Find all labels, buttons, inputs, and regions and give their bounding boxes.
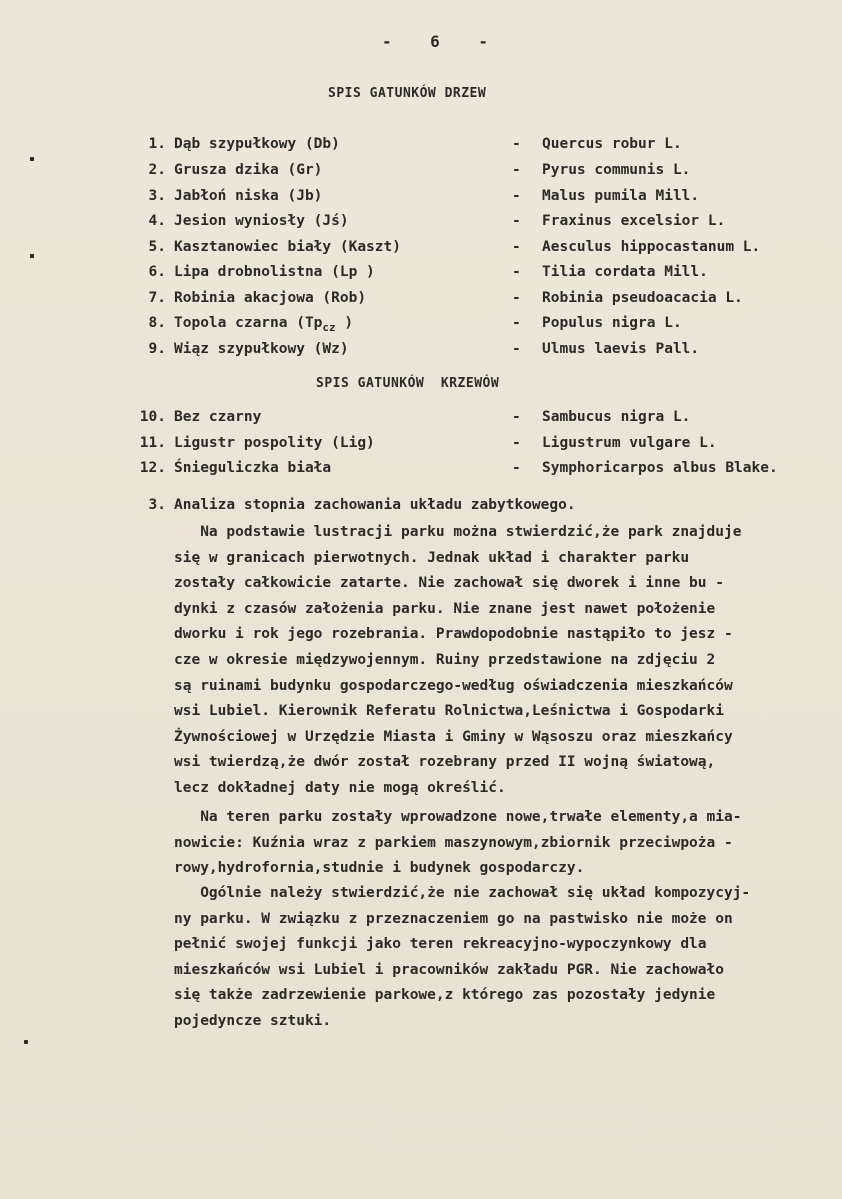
name-text-end: ) [335,315,354,331]
text-line: pełnić swojej funkcji jako teren rekreacyjno-wypoczynkowy dla [174,936,707,953]
polish-name: Grusza dzika (Gr) [174,162,323,178]
trees-heading: SPIS GATUNKÓW DRZEW [328,86,487,101]
polish-name: Ligustr pospolity (Lig) [174,435,375,451]
polish-name: Jesion wyniosły (Jś) [174,213,349,229]
text-line: się w granicach pierwotnych. Jednak układ i charakter parku [174,549,690,566]
text-line: pojedyncze sztuki. [174,1012,332,1029]
text-line: dworku i rok jego rozebrania. Prawdopodobnie nastąpiło to jesz - [174,626,733,643]
text-line: Na teren parku zostały wprowadzone nowe,trwałe elementy,a mia- [174,809,742,825]
text-line: mieszkańców wsi Lubiel i pracowników zakładu PGR. Nie zachowało [174,961,724,978]
latin-name: Aesculus hippocastanum L. [542,239,761,255]
text-line: wsi twierdzą,że dwór został rozebrany przed II wojną światową, [174,754,716,771]
text-line: Żywnościowej w Urzędzie Miasta i Gminy w Wąsoszu oraz mieszkańcy [174,728,733,745]
polish-name [174,315,353,334]
item-number: 4. [148,213,166,229]
text-line: wsi Lubiel. Kierownik Referatu Rolnictwa,Leśnictwa i Gospodarki [174,703,724,720]
item-number: 6. [148,264,166,280]
text-line: Ogólnie należy stwierdzić,że nie zachował się układ kompozycyj- [174,885,751,901]
polish-name: Wiąz szypułkowy (Wz) [174,341,349,357]
polish-name: Lipa drobnolistna (Lp ) [174,264,375,280]
dash-separator: - [512,136,521,152]
latin-name: Ligustrum vulgare L. [542,435,717,451]
dash-separator: - [512,315,521,331]
dash-separator: - [512,341,521,357]
item-number: 8. [148,315,166,331]
latin-name: Symphoricarpos albus Blake. [542,460,778,476]
dash-separator: - [512,460,521,476]
polish-name: Bez czarny [174,409,262,425]
subscript-text: cz [322,320,336,334]
item-number: 1. [148,136,166,152]
text-line: Na podstawie lustracji parku można stwierdzić,że park znajduje [174,524,742,540]
latin-name: Pyrus communis L. [542,162,691,178]
item-number: 5. [148,239,166,255]
section-title: Analiza stopnia zachowania układu zabytkowego. [174,497,576,513]
list-item [0,213,842,239]
list-item [0,136,842,162]
list-item [0,162,842,188]
text-line: się także zadrzewienie parkowe,z którego zas pozostały jedynie [174,987,716,1004]
list-item [0,188,842,214]
text-line: lecz dokładnej daty nie mogą określić. [174,779,506,796]
dash-separator: - [512,162,521,178]
dash-separator: - [512,188,521,204]
polish-name: Dąb szypułkowy (Db) [174,136,340,152]
text-line: rowy,hydrofornia,studnie i budynek gospodarczy. [174,860,585,877]
page-number: - 6 - [382,32,488,51]
item-number: 2. [148,162,166,178]
text-line: cze w okresie międzywojennym. Ruiny przedstawione na zdjęciu 2 [174,651,716,668]
dash-separator: - [512,264,521,280]
text-line: nowicie: Kuźnia wraz z parkiem maszynowym,zbiornik przeciwpoża - [174,834,733,851]
text-line: zostały całkowicie zatarte. Nie zachował się dworek i inne bu - [174,575,724,592]
paragraph [174,881,750,1035]
item-number: 10. [139,409,166,425]
dash-separator: - [512,239,521,255]
latin-name: Robinia pseudoacacia L. [542,290,743,306]
latin-name: Tilia cordata Mill. [542,264,708,280]
list-item [0,315,842,341]
dash-separator: - [512,290,521,306]
paragraph [174,520,741,802]
item-number: 9. [148,341,166,357]
polish-name: Robinia akacjowa (Rob) [174,290,367,306]
text-line: są ruinami budynku gospodarczego-według oświadczenia mieszkańców [174,677,733,694]
text-line: dynki z czasów założenia parku. Nie znane jest nawet położenie [174,600,716,617]
dash-separator: - [512,435,521,451]
dash-separator: - [512,409,521,425]
dash-separator: - [512,213,521,229]
latin-name: Fraxinus excelsior L. [542,213,726,229]
polish-name: Kasztanowiec biały (Kaszt) [174,239,401,255]
item-number: 12. [139,460,166,476]
margin-mark [24,1040,28,1044]
list-item [0,341,842,367]
paragraph [174,805,741,882]
latin-name: Populus nigra L. [542,315,682,331]
list-item [0,290,842,316]
polish-name: Jabłoń niska (Jb) [174,188,323,204]
shrubs-heading: SPIS GATUNKÓW KRZEWÓW [316,376,500,391]
name-text: Topola czarna (Tp [174,315,323,331]
list-item [0,264,842,290]
latin-name: Quercus robur L. [542,136,682,152]
latin-name: Ulmus laevis Pall. [542,341,700,357]
list-item [0,239,842,265]
list-item [0,409,842,435]
text-line: ny parku. W związku z przeznaczeniem go na pastwisko nie może on [174,910,733,927]
item-number: 7. [148,290,166,306]
list-item [0,435,842,461]
list-item [0,460,842,486]
section-number: 3. [148,497,166,513]
item-number: 11. [139,435,166,451]
latin-name: Malus pumila Mill. [542,188,700,204]
item-number: 3. [148,188,166,204]
latin-name: Sambucus nigra L. [542,409,691,425]
polish-name: Śnieguliczka biała [174,460,332,476]
